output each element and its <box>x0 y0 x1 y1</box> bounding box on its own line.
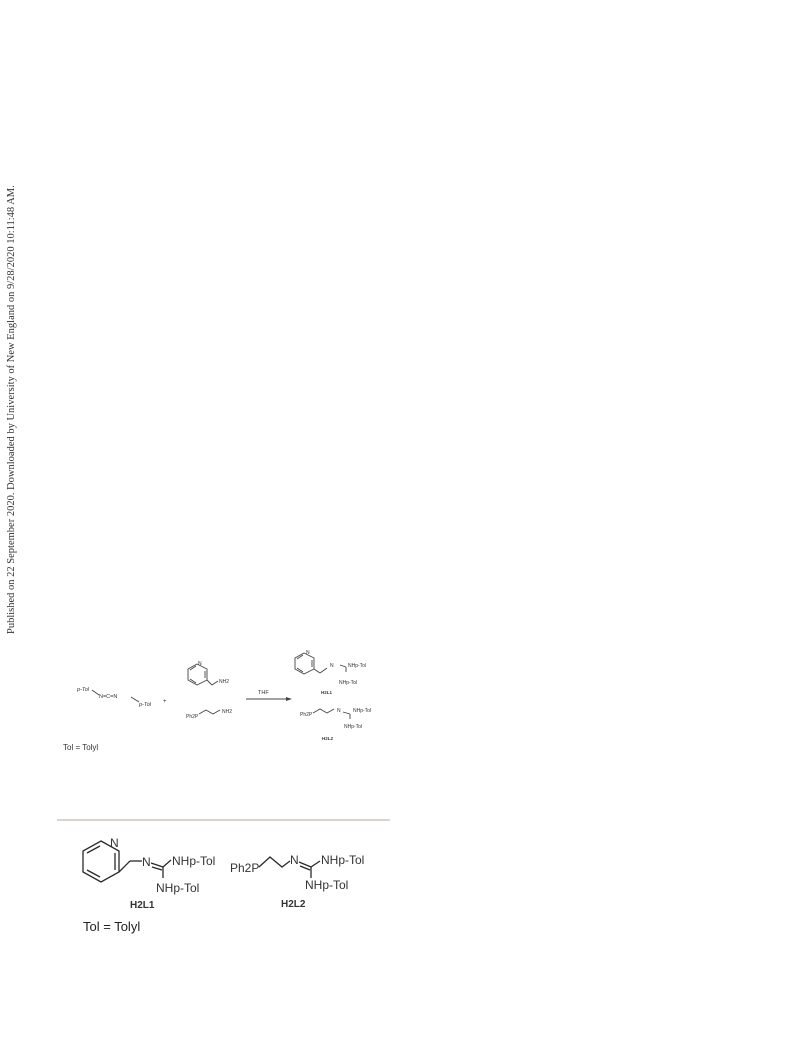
nh2-label: NH2 <box>222 709 233 715</box>
ligand-nhptol: NHp-Tol <box>156 881 200 895</box>
ptol-left-label: p-Tol <box>77 687 90 693</box>
bond <box>131 697 139 702</box>
pyridine-n-label: N <box>198 661 202 667</box>
picolylamine-structure <box>188 664 218 685</box>
product-imine-n: N <box>337 708 341 714</box>
label-h2l2-small: H2L2 <box>322 736 334 741</box>
product-nhptol: NHp-Tol <box>339 680 358 686</box>
product-ph2p: Ph2P <box>300 712 313 718</box>
product-nhptol: NHp-Tol <box>353 708 372 714</box>
ligand-pyridine-n: N <box>110 836 119 850</box>
publication-sidebar-note: Published on 22 September 2020. Downloaded by University of New England on 9/28/2020 10:11:48 AM. <box>6 185 17 634</box>
ligand-nhptol: NHp-Tol <box>172 854 216 868</box>
arrowhead <box>286 697 292 701</box>
ligand-nhptol: NHp-Tol <box>321 853 365 867</box>
bond <box>343 712 350 714</box>
product-ethyl-chain <box>313 709 334 713</box>
tol-definition: Tol = Tolyl <box>83 919 141 934</box>
product-h2l1-small <box>295 653 346 674</box>
ligand-imine-n: N <box>142 855 151 869</box>
bond <box>92 690 99 695</box>
tol-definition-small: Tol = Tolyl <box>63 743 99 752</box>
ligand-nhptol: NHp-Tol <box>305 878 349 892</box>
ligand-h2l1-structure <box>83 841 171 882</box>
nh2-label: NH2 <box>219 679 230 685</box>
carbodiimide-label: N=C=N <box>99 694 118 700</box>
plus-sign: + <box>163 699 167 705</box>
label-h2l2: H2L2 <box>281 899 306 910</box>
ligand-imine-n: N <box>290 853 299 867</box>
product-nhptol: NHp-Tol <box>344 724 363 730</box>
label-h2l1-small: H2L1 <box>321 690 333 695</box>
product-nhptol: NHp-Tol <box>348 663 367 669</box>
product-pyridine-n: N <box>306 650 310 656</box>
arrow-condition-label: THF <box>258 690 269 696</box>
ethyl-chain <box>199 710 220 714</box>
ligand-ph2p: Ph2P <box>230 861 260 875</box>
product-imine-n: N <box>330 663 334 669</box>
section-divider <box>57 819 390 821</box>
ph2p-label: Ph2P <box>186 714 199 720</box>
label-h2l1: H2L1 <box>130 900 155 911</box>
ptol-right-label: p-Tol <box>139 702 152 708</box>
